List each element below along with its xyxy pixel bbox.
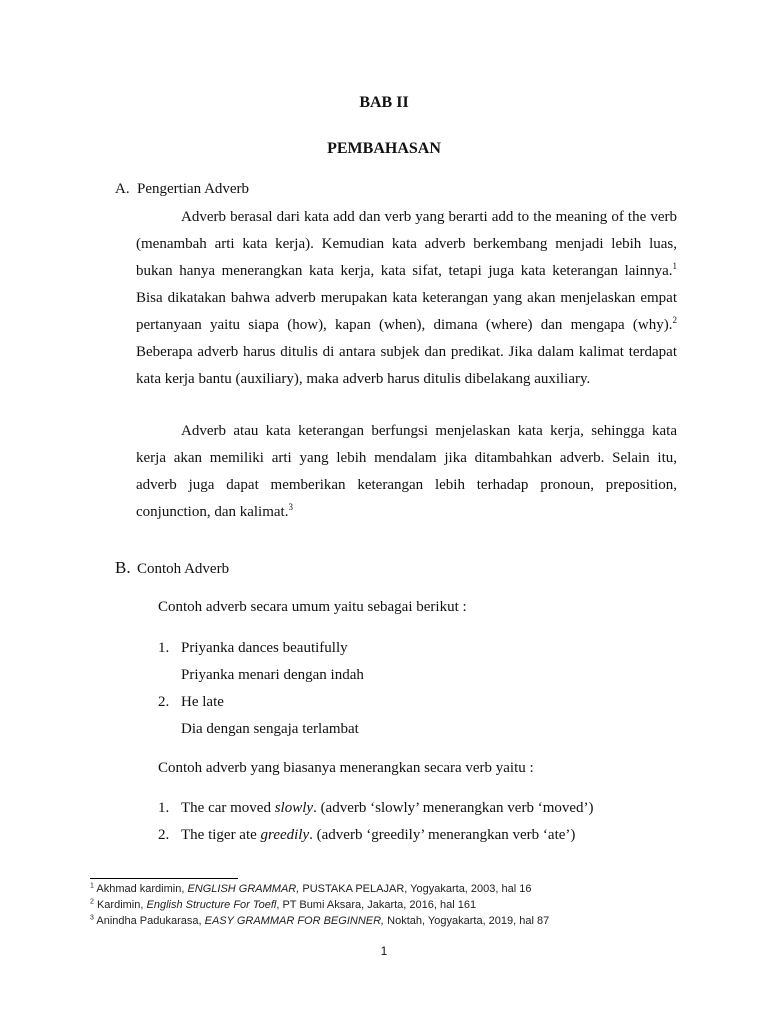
page-title: PEMBAHASAN bbox=[327, 140, 441, 157]
page-number: 1 bbox=[380, 944, 388, 958]
section-b-heading bbox=[115, 558, 229, 578]
section-a-title: Pengertian Adverb bbox=[137, 181, 250, 197]
paragraph-line: bukan hanya menerangkan kata kerja, kata sifat, tetapi juga kata keterangan lainnya.$^1$ bbox=[136, 261, 677, 279]
footnote-ref-2: 2 bbox=[672, 315, 677, 325]
footnote-separator bbox=[90, 878, 238, 879]
paragraph-line: Bisa dikatakan bahwa adverb merupakan kata keterangan yang akan menjelaskan empat bbox=[136, 290, 677, 306]
paragraph-line: (menambah arti kata kerja). Kemudian kata adverb berkembang menjadi lebih luas, bbox=[136, 236, 677, 252]
paragraph-definition bbox=[136, 204, 677, 393]
adverb-emphasis: greedily bbox=[260, 827, 310, 843]
paragraph-line: pertanyaan yaitu siapa (how), kapan (when), dimana (where) dan mengapa (why).$^2$ bbox=[136, 315, 677, 333]
footnote-ref-1: 1 bbox=[672, 261, 677, 271]
section-b-letter: B. bbox=[115, 558, 131, 577]
document-page: BAB II PEMBAHASAN A. Pengertian Adverb Adverb berasal dari kata add dan verb yang berarti add to the meaning of the verb (menambah arti kata kerja). Kemudian kata adverb berkembang menjadi lebih luas, bukan hanya menerangkan kata kerja, kata sifat, tetapi juga kata keterangan lainnya.$^1$ Bisa dikatakan bahwa adverb merupakan kata keterangan yang akan menjelaskan empat pertanyaan yaitu siapa (how), kapan (when), dimana (where) dan mengapa (why).$^2$ Beberapa adverb harus ditulis di antara subjek dan predikat. Jika dalam kalimat terdapat kata kerja bantu (auxiliary), maka adverb harus ditulis dibelakang auxiliary. Adverb atau kata keterangan berfungsi menjelaskan kata kerja, sehingga kata kerja akan memiliki arti yang lebih mendalam jika ditambahkan adverb. Selain itu, adverb juga dapat memberikan keterangan lebih terhadap pronoun, preposition, conjunction, dan kalimat.$^3$ B. Contoh Adverb Contoh adverb secara umum yaitu sebagai berikut : 1. Priyanka dances beautifully Priyanka menari dengan indah 2. He late Dia dengan sengaja terlambat Contoh adverb yang biasanya menerangkan secara verb yaitu : 1. The car moved slowly. (adverb ‘slowly’ menerangkan verb ‘moved’) 2. The tiger ate greedily. (adverb ‘greedily’ menerangkan verb ‘ate’) $^1$ Akhmad kardimin, ENGLISH GRAMMAR, PUSTAKA PELAJAR, Yogyakarta, 2003, hal 16 $^2$ Kardimin, English Structure For Toefl, PT Bumi Aksara, Jakarta, 2016, hal 161 $^3$ Anindha Padukarasa, EASY GRAMMAR FOR BEGINNER, Noktah, Yogyakarta, 2019, hal 87 1 bbox=[0, 0, 768, 1024]
chapter-title: BAB II bbox=[359, 94, 409, 111]
paragraph-line: Adverb berasal dari kata add dan verb yang berarti add to the meaning of the verb bbox=[181, 209, 677, 225]
paragraph-line: kerja akan memiliki arti yang lebih mendalam jika ditambahkan adverb. Selain itu, bbox=[136, 450, 677, 466]
section-a-heading bbox=[115, 181, 249, 198]
section-a-letter: A. bbox=[115, 181, 130, 197]
adverb-emphasis: slowly bbox=[274, 800, 314, 816]
paragraph-line: conjunction, dan kalimat.$^3$ bbox=[136, 502, 293, 520]
footnote-ref-3: 3 bbox=[288, 502, 293, 512]
paragraph-function bbox=[136, 418, 677, 526]
paragraph-line: Adverb atau kata keterangan berfungsi menjelaskan kata kerja, sehingga kata bbox=[181, 423, 677, 439]
footnote-3: $^3$ Anindha Padukarasa, EASY GRAMMAR FOR BEGINNER, Noktah, Yogyakarta, 2019, hal 87 bbox=[90, 914, 550, 927]
section-b-title: Contoh Adverb bbox=[137, 561, 230, 577]
paragraph-line: adverb juga dapat memberikan keterangan lebih terhadap pronoun, preposition, bbox=[136, 477, 677, 493]
footnote-2: $^2$ Kardimin, English Structure For Toefl, PT Bumi Aksara, Jakarta, 2016, hal 161 bbox=[90, 898, 477, 911]
paragraph-line: Beberapa adverb harus ditulis di antara subjek dan predikat. Jika dalam kalimat terdapat bbox=[136, 344, 677, 360]
paragraph-line: kata kerja bantu (auxiliary), maka adverb harus ditulis dibelakang auxiliary. bbox=[136, 371, 591, 387]
footnote-1: $^1$ Akhmad kardimin, ENGLISH GRAMMAR, PUSTAKA PELAJAR, Yogyakarta, 2003, hal 16 bbox=[90, 882, 532, 895]
examples-intro-general: Contoh adverb secara umum yaitu sebagai berikut : bbox=[158, 599, 467, 615]
examples-intro-verb: Contoh adverb yang biasanya menerangkan secara verb yaitu : bbox=[158, 760, 534, 776]
